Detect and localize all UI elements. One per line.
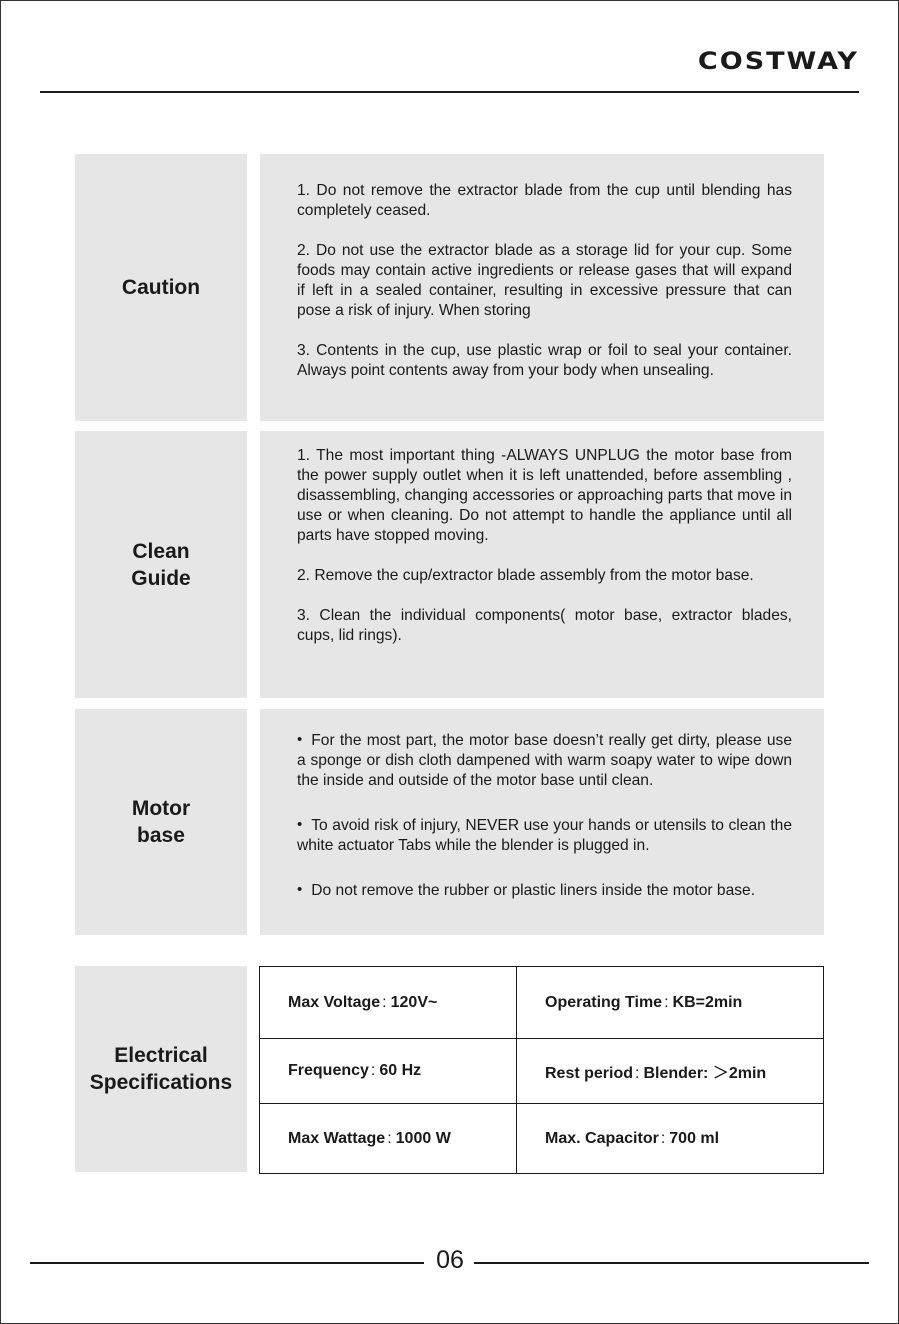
- spec-cell: [517, 967, 824, 1039]
- caution-content: [260, 154, 824, 421]
- spec-key: Max Wattage: [288, 1129, 386, 1147]
- spec-separator: :: [387, 1129, 392, 1147]
- spec-value: 1000 W: [395, 1129, 451, 1147]
- spec-cell: [517, 1039, 824, 1104]
- clean-guide-label-line2: Guide: [131, 566, 191, 590]
- clean-guide-paragraph-2: 2. Remove the cup/extractor blade assembly from the motor base.: [297, 567, 754, 584]
- motor-base-content: [260, 709, 824, 935]
- motor-base-bullet-3: • Do not remove the rubber or plastic liners inside the motor base.: [297, 881, 756, 899]
- caution-paragraph-3: 3. Contents in the cup, use plastic wrap or foil to seal your container. Always point contents away from your body when unsealing.: [297, 342, 792, 379]
- spec-value: 700 ml: [669, 1129, 720, 1147]
- spec-separator: :: [660, 1129, 666, 1147]
- spec-row: [260, 967, 824, 1039]
- bullet-glyph: •: [297, 731, 303, 748]
- spec-key: Rest period: [545, 1064, 634, 1082]
- electrical-label-line2: Specifications: [89, 1071, 233, 1094]
- spec-value: KB=2min: [672, 993, 743, 1011]
- spec-cell: [517, 1104, 824, 1174]
- spec-row: [260, 1039, 824, 1104]
- electrical-label-line1: Electrical: [114, 1044, 208, 1067]
- clean-guide-paragraph-1: 1. The most important thing -ALWAYS UNPLUG the motor base from the power supply outlet when it is left unattended, before assembling , disassembling, changing accessories or approaching parts that move in use or when cleaning. Do not attempt to handle the appliance until all parts have stopped moving.: [297, 447, 792, 544]
- motor-base-label-line2: base: [137, 824, 185, 847]
- spec-separator: :: [370, 1062, 376, 1079]
- header-divider: [40, 91, 859, 93]
- caution-label-box: [75, 154, 247, 421]
- motor-base-label-line1: Motor: [131, 797, 191, 820]
- clean-guide-label-line1: Clean: [132, 539, 190, 563]
- spec-cell: [260, 1039, 517, 1104]
- spec-key: Operating Time: [545, 993, 663, 1011]
- caution-paragraph-1: 1. Do not remove the extractor blade from the cup until blending has completely ceased.: [297, 182, 792, 219]
- electrical-spec-table: [259, 966, 824, 1174]
- clean-guide-paragraph-3: 3. Clean the individual components( motor base, extractor blades, cups, lid rings).: [297, 607, 792, 644]
- footer-divider-left: [30, 1262, 424, 1264]
- motor-base-bullet-1: • For the most part, the motor base doesn’t really get dirty, please use a sponge or dish cloth dampened with warm soapy water to wipe down the inside and outside of the motor base until clean.: [297, 731, 792, 789]
- motor-base-bullet-2: • To avoid risk of injury, NEVER use your hands or utensils to clean the white actuator Tabs while the blender is plugged in.: [297, 816, 792, 854]
- page-number: 06: [436, 1246, 464, 1274]
- spec-cell: [260, 967, 517, 1039]
- brand-logo: COSTWAY: [697, 47, 859, 76]
- bullet-glyph: •: [297, 816, 303, 833]
- spec-value: 60 Hz: [379, 1062, 422, 1079]
- motor-base-label-box: [75, 709, 247, 935]
- spec-cell: [260, 1104, 517, 1174]
- spec-value: Blender: ＞2min: [643, 1064, 767, 1082]
- spec-key: Max. Capacitor: [545, 1129, 659, 1147]
- caution-paragraph-2: 2. Do not use the extractor blade as a storage lid for your cup. Some foods may contain active ingredients or release gases that will expand if left in a sealed container, resulting in excessive pressure that can pose a risk of injury. When storing: [297, 242, 792, 319]
- footer-divider-right: [474, 1262, 869, 1264]
- electrical-label-box: [75, 966, 247, 1172]
- caution-label: Caution: [121, 276, 201, 299]
- bullet-glyph: •: [297, 881, 303, 898]
- spec-value: 120V~: [390, 993, 438, 1011]
- clean-guide-content: [260, 431, 824, 698]
- spec-separator: :: [382, 993, 387, 1011]
- spec-key: Max Voltage: [288, 993, 381, 1011]
- spec-separator: :: [635, 1064, 640, 1082]
- spec-separator: :: [664, 993, 669, 1011]
- spec-key: Frequency: [288, 1062, 369, 1079]
- clean-guide-label-box: [75, 431, 247, 698]
- spec-row: [260, 1104, 824, 1174]
